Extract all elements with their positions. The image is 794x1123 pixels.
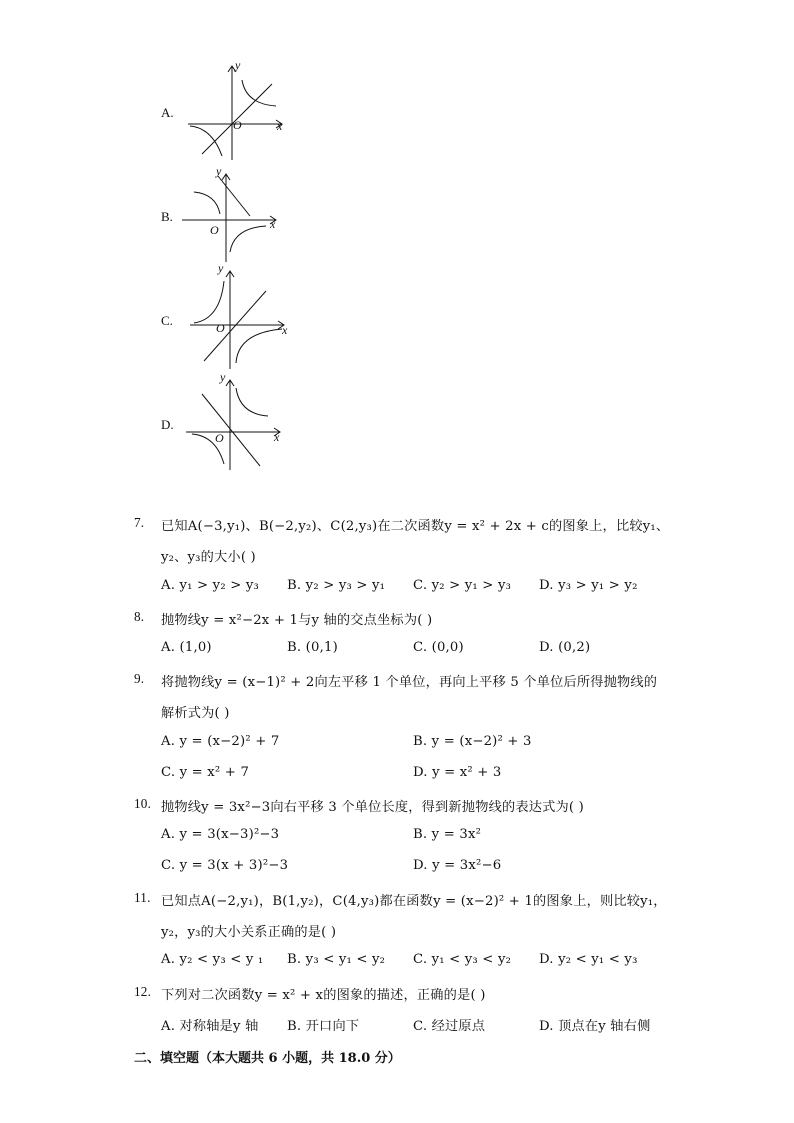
answer-option-d: D. y₂ < y₁ < y₃ [539, 952, 638, 967]
answer-option-b: B. (0,1) [287, 640, 338, 655]
option-b-label: B. [161, 209, 173, 224]
graph-option-a [182, 60, 292, 162]
question-text: 抛物线y = x²−2x + 1与y 轴的交点坐标为( ) [161, 613, 433, 628]
answer-option-d: D. y = x² + 3 [413, 765, 502, 780]
y-axis-label: y [220, 370, 226, 384]
question-text: 已知A(−3,y₁)、B(−2,y₂)、C(2,y₃)在二次函数y = x² + 2x + c的图象上，比较y₁、 [161, 519, 670, 534]
answer-option-c: C. (0,0) [413, 640, 464, 655]
origin-label: O [210, 223, 219, 237]
origin-label: O [216, 321, 225, 335]
y-axis-label: y [216, 164, 222, 178]
question-text: 抛物线y = 3x²−3向右平移 3 个单位长度，得到新抛物线的表达式为( ) [161, 800, 584, 815]
answer-option-a: A. 对称轴是y 轴 [161, 1019, 259, 1034]
question-text: 已知点A(−2,y₁)，B(1,y₂)，C(4,y₃)都在函数y = (x−2)² + 1的图象上，则比较y₁， [161, 894, 667, 909]
answer-option-c: C. y = x² + 7 [161, 765, 250, 780]
question-text: 将抛物线y = (x−1)² + 2向左平移 1 个单位，再向上平移 5 个单位后所得抛物线的 [161, 675, 658, 690]
answer-option-a: A. y₁ > y₂ > y₃ [161, 578, 259, 593]
answer-option-d: D. y = 3x²−6 [413, 858, 502, 873]
answer-option-b: B. y = 3x² [413, 827, 482, 842]
question-number: 10. [134, 796, 152, 811]
question-text: y₂，y₃的大小关系正确的是( ) [161, 925, 337, 940]
answer-option-d: D. (0,2) [539, 640, 591, 655]
question-text: 下列对二次函数y = x² + x的图象的描述，正确的是( ) [161, 988, 486, 1003]
option-c-label: C. [161, 313, 173, 328]
option-d-label: D. [161, 417, 174, 432]
graph-option-d [182, 370, 288, 472]
answer-option-a: A. y₂ < y₃ < y ₁ [161, 952, 264, 967]
option-a-label: A. [161, 105, 174, 120]
answer-option-a: A. y = 3(x−3)²−3 [161, 827, 280, 842]
answer-option-b: B. y₃ < y₁ < y₂ [287, 952, 386, 967]
graph-option-b [180, 164, 290, 264]
x-axis-label: x [277, 119, 283, 133]
question-number: 12. [134, 984, 152, 999]
question-number: 9. [134, 671, 145, 686]
answer-option-d: D. 顶点在y 轴右侧 [539, 1019, 651, 1034]
answer-option-b: B. y₂ > y₃ > y₁ [287, 578, 386, 593]
question-text: 解析式为( ) [161, 706, 230, 721]
answer-option-c: C. y₁ < y₃ < y₂ [413, 952, 512, 967]
y-axis-label: y [218, 261, 224, 275]
origin-label: O [233, 118, 242, 132]
question-text: y₂、y₃的大小( ) [161, 550, 256, 565]
question-number: 8. [134, 609, 145, 624]
answer-option-a: A. y = (x−2)² + 7 [161, 734, 280, 749]
x-axis-label: x [270, 217, 276, 231]
graph-option-c [186, 261, 296, 371]
origin-label: O [215, 431, 224, 445]
x-axis-label: x [274, 430, 280, 444]
answer-option-d: D. y₃ > y₁ > y₂ [539, 578, 638, 593]
section-heading: 二、填空题（本大题共 6 小题，共 18.0 分） [134, 1051, 401, 1066]
answer-option-b: B. y = (x−2)² + 3 [413, 734, 532, 749]
question-number: 7. [134, 515, 145, 530]
answer-option-c: C. y = 3(x + 3)²−3 [161, 858, 289, 873]
y-axis-label: y [235, 58, 241, 72]
x-axis-label: x [282, 323, 288, 337]
answer-option-c: C. y₂ > y₁ > y₃ [413, 578, 512, 593]
question-number: 11. [134, 890, 151, 905]
answer-option-a: A. (1,0) [161, 640, 212, 655]
answer-option-b: B. 开口向下 [287, 1019, 360, 1034]
answer-option-c: C. 经过原点 [413, 1019, 486, 1034]
